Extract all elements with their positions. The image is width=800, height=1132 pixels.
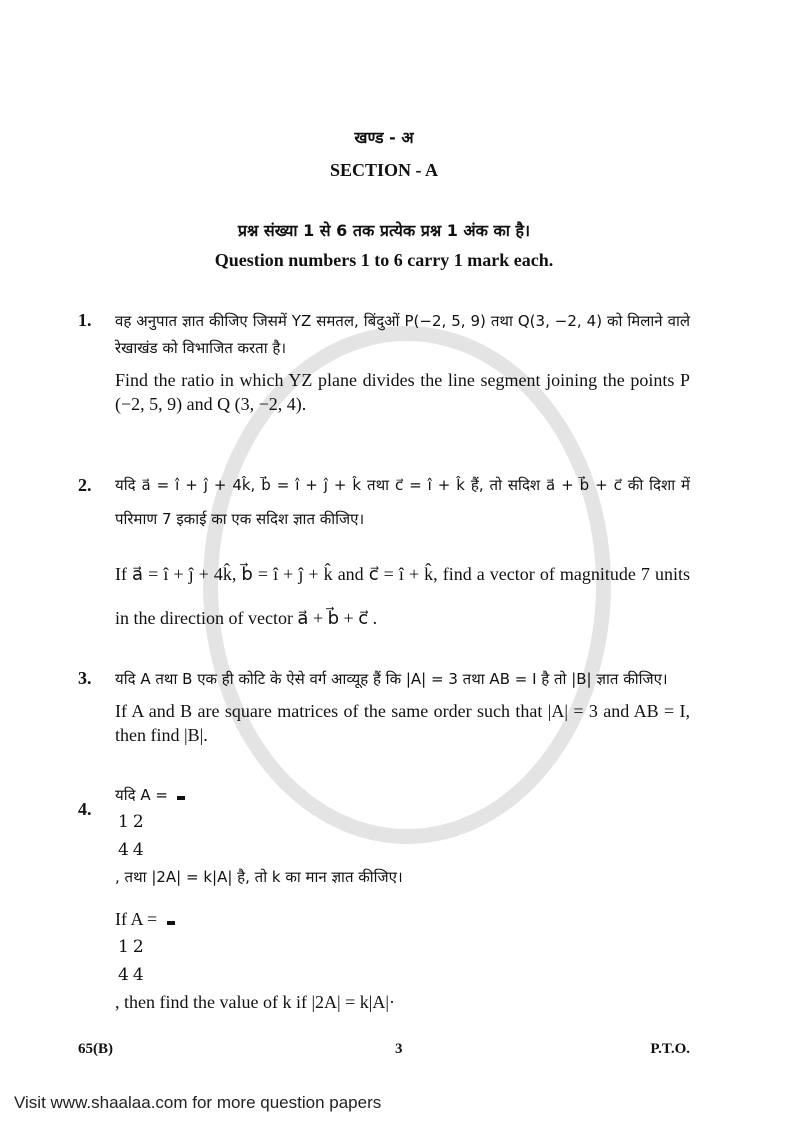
matrix-cell: 2 <box>132 937 144 957</box>
question-4 <box>78 783 690 1015</box>
question-number: 4. <box>78 799 92 819</box>
question-text-english-suffix: , then find the value of k if |2A| = k|A|· <box>115 992 396 1012</box>
instruction-hindi: प्रश्न संख्या 1 से 6 तक प्रत्येक प्रश्न 1 अंक का है। <box>237 221 531 240</box>
question-number: 3. <box>78 668 92 688</box>
question-number: 1. <box>78 310 92 330</box>
visit-link[interactable]: Visit www.shaalaa.com for more question papers <box>14 1093 382 1112</box>
footer-pto: P.T.O. <box>650 1041 690 1057</box>
question-number: 2. <box>78 475 92 495</box>
question-text-english-prefix: If A = <box>115 909 158 929</box>
matrix-cell: 1 <box>118 937 129 957</box>
footer-page-number: 3 <box>395 1041 403 1057</box>
matrix-cell: 2 <box>132 812 144 832</box>
matrix-cell: 4 <box>132 840 144 860</box>
section-title-hindi: खण्ड - अ <box>354 128 414 147</box>
question-text-english: Find the ratio in which YZ plane divides the line segment joining the points P (−2, 5, 9) and Q (3, −2, 4). <box>115 370 690 414</box>
question-text-english: If a⃗ = î + ĵ + 4k̂, b⃗ = î + ĵ + k̂ and c⃗ = î + k̂, find a vector of magnitude 7 units in the direction of vector a⃗ + b⃗ + c⃗ . <box>115 564 690 628</box>
question-3 <box>78 666 690 747</box>
question-text-hindi: वह अनुपात ज्ञात कीजिए जिसमें YZ समतल, बिंदुओं P(−2, 5, 9) तथा Q(3, −2, 4) को मिलाने वाले रेखाखंड को विभाजित करता है। <box>115 312 690 357</box>
question-text-hindi-prefix: यदि A = <box>115 786 168 804</box>
matrix-cell: 4 <box>118 965 129 985</box>
page-footer <box>78 1041 690 1063</box>
matrix-cell: 1 <box>118 812 129 832</box>
question-text-hindi-suffix: , तथा |2A| = k|A| है, तो k का मान ज्ञात कीजिए। <box>115 868 403 886</box>
question-text-hindi: यदि A तथा B एक ही कोटि के ऐसे वर्ग आव्यूह हैं कि |A| = 3 तथा AB = I है तो |B| ज्ञात कीजिए। <box>115 670 668 688</box>
page-content <box>78 126 690 1063</box>
question-text-hindi: यदि a⃗ = î + ĵ + 4k̂, b⃗ = î + ĵ + k̂ तथा c⃗ = î + k̂ हैं, तो सदिश a⃗ + b⃗ + c⃗ की दिशा में परिमाण 7 इकाई का एक सदिश ज्ञात कीजिए। <box>115 476 690 528</box>
question-2 <box>78 468 690 640</box>
matrix-cell: 4 <box>118 840 129 860</box>
footer-paper-code: 65(B) <box>78 1041 113 1057</box>
question-text-english: If A and B are square matrices of the same order such that |A| = 3 and AB = I, then find |B|. <box>115 701 690 745</box>
matrix-cell: 4 <box>132 965 144 985</box>
section-title-english: SECTION - A <box>329 160 439 180</box>
instruction-english: Question numbers 1 to 6 carry 1 mark each. <box>214 250 554 270</box>
question-1 <box>78 308 690 416</box>
